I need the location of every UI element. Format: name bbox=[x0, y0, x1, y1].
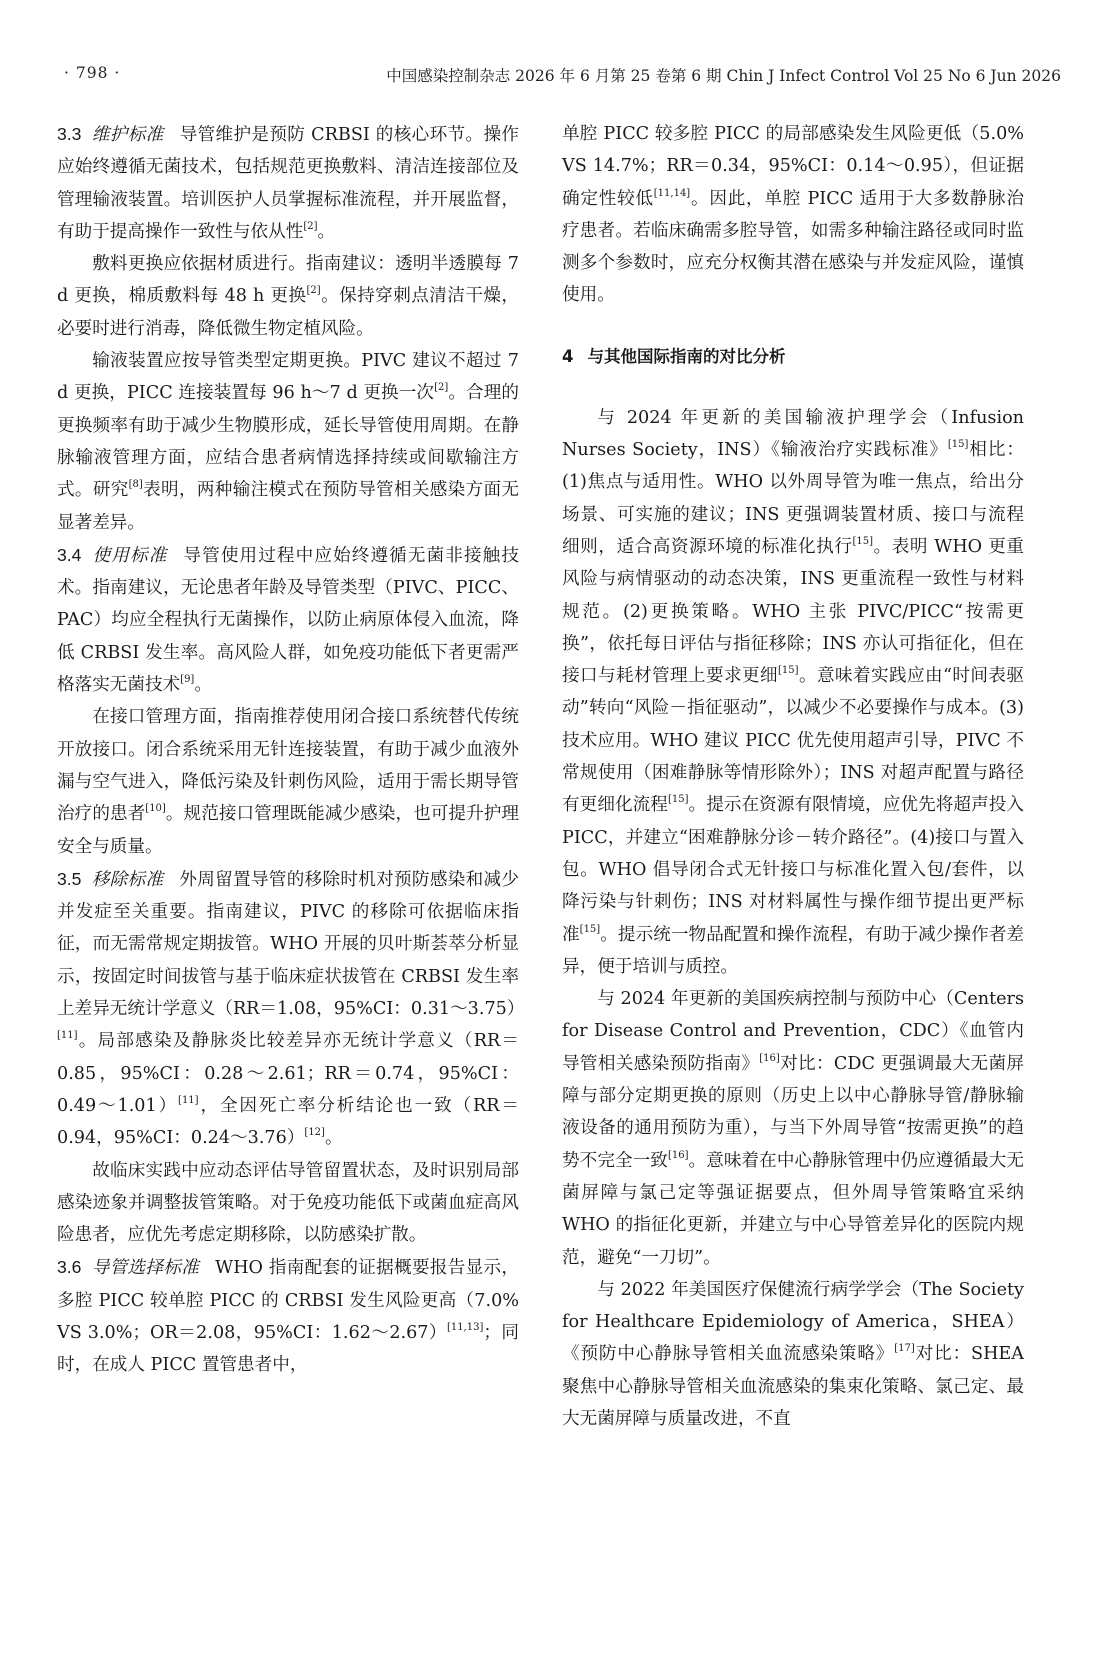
journal-citation: 中国感染控制杂志 2026 年 6 月第 25 卷第 6 期 Chin J Infect Control Vol 25 No 6 Jun 2026 bbox=[386, 67, 1061, 85]
body-text: 单腔 PICC 较多腔 PICC 的局部感染发生风险更低（5.0% VS 14.7%；RR＝0.34，95%CI：0.14～0.95），但证据确定性较低 bbox=[562, 124, 1024, 209]
citation: [2] bbox=[306, 285, 321, 297]
body-text: 敷料更换应依据材质进行。指南建议：透明半透膜每 7 d 更换，棉质敷料每 48 h 更换 bbox=[57, 254, 519, 307]
section-title: 维护标准 bbox=[91, 125, 164, 145]
section-3-6-paragraph bbox=[57, 1251, 519, 1381]
body-text: 外周留置导管的移除时机对预防感染和减少并发症至关重要。指南建议，PIVC 的移除可依据临床指征，而无需常规定期拔管。WHO 开展的贝叶斯荟萃分析显示，按固定时间拔管与基于临床症状拔管在 CRBSI 发生率上差异无统计学意义（RR＝1.08，95%CI：0.31～3.75） bbox=[57, 869, 525, 1020]
body-text: 。合理的更换频率有助于减少生物膜形成，延长导管使用周期。在静脉输液管理方面，应结合患者病情选择持续或间歇输注方式。研究 bbox=[57, 383, 519, 501]
citation: [11,13] bbox=[446, 1321, 484, 1333]
citation: [16] bbox=[667, 1149, 689, 1161]
body-text: 故临床实践中应动态评估导管留置状态，及时识别局部感染迹象并调整拔管策略。对于免疫功能低下或菌血症高风险患者，应优先考虑定期移除，以防感染扩散。 bbox=[57, 1160, 519, 1246]
citation: [15] bbox=[667, 794, 689, 806]
citation: [11] bbox=[57, 1030, 78, 1042]
page-number: · 798 · bbox=[64, 64, 121, 82]
section-3-5-paragraph bbox=[57, 863, 525, 1155]
citation: [8] bbox=[128, 479, 143, 491]
body-text: 对比：SHEA 聚焦中心静脉导管相关血流感染的集束化策略、氯己定、最大无菌屏障与质量改进，不直 bbox=[562, 1344, 1024, 1429]
citation: [2] bbox=[434, 382, 449, 394]
section-title: 导管选择标准 bbox=[91, 1258, 200, 1279]
section-title: 移除标准 bbox=[91, 869, 164, 890]
running-header bbox=[56, 60, 1061, 86]
body-text: 在接口管理方面，指南推荐使用闭合接口系统替代传统开放接口。闭合系统采用无针连接装置，有助于减少血液外漏与空气进入，降低污染及针刺伤风险，适用于需长期导管治疗的患者 bbox=[57, 707, 519, 825]
right-column bbox=[562, 118, 1024, 1435]
body-text: 。意味着实践应由“时间表驱动”转向“风险－指征驱动”，以减少不必要操作与成本。(3)技术应用。WHO 建议 PICC 优先使用超声引导，PIVC 不常规使用（困难静脉等情形除外）；INS 对超声配置与路径有更细化流程 bbox=[562, 666, 1024, 816]
section-number: 3.6 bbox=[57, 1257, 82, 1278]
body-text: 导管维护是预防 CRBSI 的核心环节。操作应始终遵循无菌技术，包括规范更换敷料、清洁连接部位及管理输液装置。培训医护人员掌握标准流程，并开展监督，有助于提高操作一致性与依从性 bbox=[57, 125, 519, 242]
body-text: 。 bbox=[194, 675, 212, 696]
citation: [15] bbox=[947, 439, 969, 451]
body-text: 对比：CDC 更强调最大无菌屏障与部分定期更换的原则（历史上以中心静脉导管/静脉输液设备的通用预防为重），与当下外周导管“按需更换”的趋势不完全一致 bbox=[562, 1053, 1024, 1171]
body-text: 。表明 WHO 更重风险与病情驱动的动态决策，INS 更重流程一致性与材料规范。(2)更换策略。WHO 主张 PIVC/PICC“按需更换”，依托每日评估与指征移除；INS 亦认可指征化，但在接口与耗材管理上要求更细 bbox=[562, 536, 1024, 687]
section-4-heading bbox=[562, 342, 1024, 372]
body-text: 与 2024 年更新的美国输液护理学会（Infusion Nurses Society，INS）《输液治疗实践标准》 bbox=[562, 407, 1024, 461]
body-text: 导管使用过程中应始终遵循无菌非接触技术。指南建议，无论患者年龄及导管类型（PIVC、PICC、PAC）均应全程执行无菌操作，以防止病原体侵入血流，降低 CRBSI 发生率。高风险人群，如免疫功能低下者更需严格落实无菌技术 bbox=[57, 545, 519, 696]
infusion-set-paragraph bbox=[57, 345, 519, 539]
body-text: 与 2022 年美国医疗保健流行病学学会（The Society for Healthcare Epidemiology of America，SHEA）《预防中心静脉导管相关血流感染策略》 bbox=[562, 1279, 1024, 1365]
citation: [15] bbox=[778, 665, 799, 677]
picc-continuation-paragraph bbox=[562, 118, 1024, 312]
removal-practice-paragraph bbox=[57, 1155, 519, 1252]
citation: [10] bbox=[145, 803, 166, 815]
section-3-4-paragraph bbox=[57, 539, 519, 701]
section-title: 与其他国际指南的对比分析 bbox=[587, 346, 786, 366]
body-text: 。 bbox=[324, 1128, 343, 1149]
body-text: 。提示在资源有限情境，应优先将超声投入 PICC，并建立“困难静脉分诊－转介路径”。(4)接口与置入包。WHO 倡导闭合式无针接口与标准化置入包/套件，以降污染与针刺伤；INS 对材料属性与操作细节提出更严标准 bbox=[562, 795, 1024, 945]
section-number: 3.3 bbox=[57, 124, 82, 144]
body-text: 输液装置应按导管类型定期更换。PIVC 建议不超过 7 d 更换，PICC 连接装置每 96 h～7 d 更换一次 bbox=[57, 351, 519, 404]
citation: [9] bbox=[180, 674, 195, 686]
section-title: 使用标准 bbox=[91, 545, 168, 566]
citation: [15] bbox=[579, 923, 601, 935]
body-text: WHO 指南配套的证据概要报告显示，多腔 PICC 较单腔 PICC 的 CRBSI 发生风险更高（7.0% VS 3.0%；OR＝2.08，95%CI：1.62～2.67） bbox=[57, 1258, 519, 1343]
section-number: 3.5 bbox=[57, 868, 82, 889]
citation: [16] bbox=[759, 1052, 780, 1064]
section-3-3-paragraph bbox=[57, 118, 519, 248]
left-column bbox=[57, 118, 525, 1382]
body-text: 相比：(1)焦点与适用性。WHO 以外周导管为唯一焦点，给出分场景、可实施的建议；INS 更强调装置材质、接口与流程细则，适合高资源环境的标准化执行 bbox=[562, 440, 1024, 557]
body-text: 与 2024 年更新的美国疾病控制与预防中心（Centers for Disease Control and Prevention，CDC）《血管内导管相关感染预防指南》 bbox=[562, 989, 1024, 1074]
citation: [12] bbox=[304, 1127, 325, 1139]
body-text: 。规范接口管理既能减少感染，也可提升护理安全与质量。 bbox=[57, 804, 519, 857]
body-text: 。提示统一物品配置和操作流程，有助于减少操作者差异，便于培训与质控。 bbox=[562, 924, 1024, 977]
citation: [17] bbox=[894, 1343, 915, 1355]
section-number: 4 bbox=[562, 346, 574, 366]
dressing-paragraph bbox=[57, 248, 519, 345]
shea-comparison-paragraph bbox=[562, 1274, 1024, 1435]
citation: [11] bbox=[178, 1094, 199, 1106]
section-number: 3.4 bbox=[57, 544, 82, 565]
body-text: 。保持穿刺点清洁干燥，必要时进行消毒，降低微生物定植风险。 bbox=[57, 286, 519, 339]
body-text: ，全因死亡率分析结论也一致（RR＝0.94，95%CI：0.24～3.76） bbox=[57, 1095, 519, 1149]
body-text: 。 bbox=[317, 221, 336, 242]
body-text: 。意味着在中心静脉管理中仍应遵循最大无菌屏障与氯己定等强证据要点，但外周导管策略宜采纳 WHO 的指征化更新，并建立与中心导管差异化的医院内规范，避免“一刀切”。 bbox=[562, 1150, 1024, 1268]
body-text: 。局部感染及静脉炎比较差异亦无统计学意义（RR＝0.85，95%CI：0.28～2.61；RR＝0.74，95%CI：0.49～1.01） bbox=[57, 1031, 519, 1116]
ins-comparison-paragraph bbox=[562, 402, 1024, 983]
body-text: 表明，两种输注模式在预防导管相关感染方面无显著差异。 bbox=[57, 480, 519, 533]
connector-paragraph bbox=[57, 701, 519, 862]
body-text: 。因此，单腔 PICC 适用于大多数静脉治疗患者。若临床确需多腔导管，如需多种输注路径或同时监测多个参数时，应充分权衡其潜在感染与并发症风险，谨慎使用。 bbox=[562, 188, 1024, 306]
citation: [11,14] bbox=[653, 187, 691, 199]
citation: [15] bbox=[852, 535, 874, 547]
body-text: ；同时，在成人 PICC 置管患者中， bbox=[57, 1322, 519, 1376]
citation: [2] bbox=[303, 220, 318, 232]
cdc-comparison-paragraph bbox=[562, 983, 1024, 1274]
